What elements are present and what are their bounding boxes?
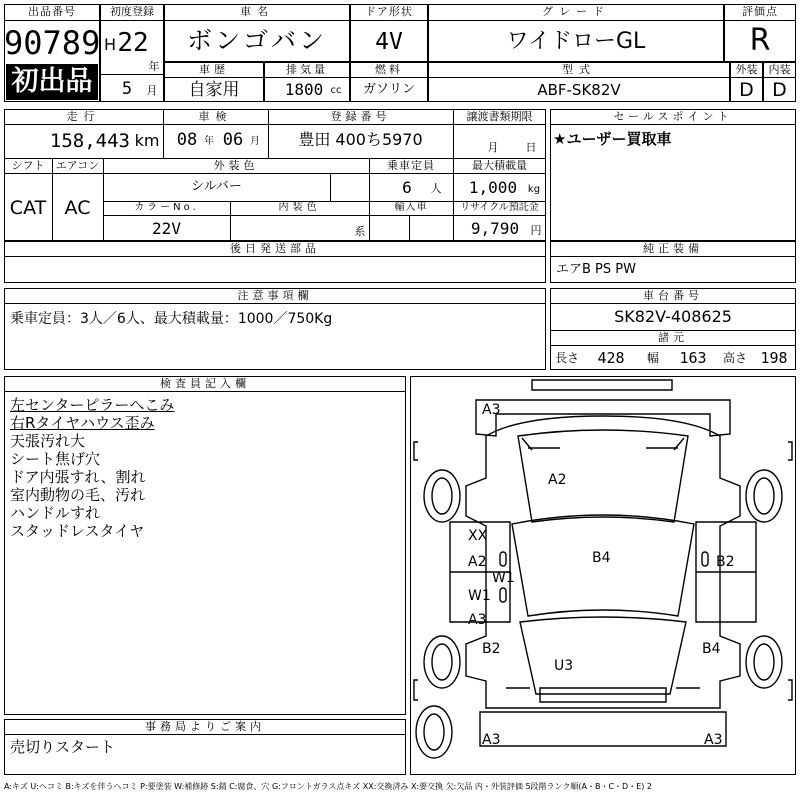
ac-label: エアコン <box>55 159 100 172</box>
color-no-label: カラーNo. <box>134 202 199 213</box>
chassis-label: 車台番号 <box>643 289 703 302</box>
rear-bumper-outline <box>532 380 672 390</box>
max-load: 1,000 <box>468 178 518 197</box>
capacity-label: 乗車定員 <box>387 159 435 172</box>
first-reg-month: 5 <box>121 79 133 99</box>
mileage: 158,443 <box>49 130 130 152</box>
mark-right-door: B2 <box>716 554 735 570</box>
recycle-unit: 円 <box>530 224 542 237</box>
inspector-note: ドア内張すれ、割れ <box>10 468 146 486</box>
inspector-note: 室内動物の毛、汚れ <box>10 486 146 504</box>
width: 163 <box>679 349 707 367</box>
history-label: 車歴 <box>199 63 229 76</box>
transfer-month-unit: 月 <box>487 141 499 154</box>
displacement-label: 排気量 <box>286 63 328 76</box>
plate-label: 登録番号 <box>330 110 391 123</box>
max-load-unit: kg <box>527 184 541 195</box>
length: 428 <box>597 349 625 367</box>
office-label: 事務局よりご案内 <box>145 720 265 733</box>
transfer-label: 譲渡書類期限 <box>466 110 533 123</box>
office-text: 売切りスタート <box>10 738 116 756</box>
listing-number-label: 出品番号 <box>28 5 76 18</box>
inspector-note: スタッドレスタイヤ <box>10 522 145 540</box>
hood-outline <box>520 617 686 694</box>
capacity-unit: 人 <box>430 182 442 195</box>
exterior-label: 外装 <box>735 63 758 76</box>
exterior-rating: D <box>739 79 754 101</box>
inspection-month-unit: 月 <box>250 136 260 147</box>
model-label: 型式 <box>562 63 596 76</box>
mark-roof: A2 <box>548 472 567 488</box>
mark-right-wheel: B4 <box>702 641 721 657</box>
mark-center: B4 <box>592 550 611 566</box>
fuel: ガソリン <box>362 82 415 97</box>
car-name: ボンゴバン <box>186 26 327 55</box>
mark-left-door: A2 <box>468 554 487 570</box>
shift-label: シフト <box>11 159 45 172</box>
rating: R <box>749 23 771 58</box>
inspector-notes <box>10 396 400 540</box>
vehicle-damage-diagram <box>410 376 796 775</box>
later-parts-label: 後日発送部品 <box>230 242 320 255</box>
equipment-text: エアB PS PW <box>556 262 636 277</box>
mark-left-low: A3 <box>468 612 487 628</box>
interior-color-label: 内装色 <box>278 202 321 213</box>
mileage-label: 走行 <box>66 110 101 123</box>
inspector-note: 右Rタイヤハウス歪み <box>10 414 155 432</box>
exterior-color: シルバー <box>191 179 242 194</box>
inspector-label: 検査員記入欄 <box>160 377 250 390</box>
plate: 豊田 400ち5970 <box>298 130 423 149</box>
era: H <box>103 35 117 54</box>
listing-number: 90789 <box>4 24 101 62</box>
mark-left-wheel: B2 <box>482 641 501 657</box>
notes-label: 注意事項欄 <box>237 289 313 302</box>
model: ABF-SK82V <box>537 81 621 99</box>
inspection-label: 車検 <box>198 110 233 123</box>
legend-footer: A:キズ U:ヘコミ B:キズを伴うヘコミ P:要塗装 W:補修跡 S:錆 C:腐食、穴 G:フロントガラス点キズ XX:交換済み X:要交換 欠:欠品 内・外装評価 5段階ランク順(A・B・C・D・E) 2 <box>4 782 653 791</box>
year-unit: 年 <box>148 60 160 73</box>
mark-left-w2: W1 <box>468 588 491 604</box>
front-bumper-outline <box>480 712 726 746</box>
displacement-unit: cc <box>330 85 342 96</box>
displacement: 1800 <box>284 80 324 99</box>
inspection-year: 08 <box>176 130 198 150</box>
ac: AC <box>64 197 91 219</box>
first-reg-label: 初度登録 <box>110 5 154 18</box>
height: 198 <box>760 349 788 367</box>
inspector-note: 天張汚れ大 <box>10 432 86 450</box>
chassis-number: SK82V-408625 <box>614 307 732 326</box>
color-label: 外装色 <box>213 159 259 172</box>
color-no: 22V <box>152 219 181 238</box>
sales-point-text: ★ユーザー買取車 <box>553 130 672 148</box>
mark-front-left: A3 <box>482 732 501 748</box>
interior-label: 内装 <box>768 63 791 76</box>
shift: CAT <box>9 197 47 219</box>
mark-floor: U3 <box>554 658 574 674</box>
width-label: 幅 <box>646 351 659 365</box>
inspector-note: 左センターピラーへこみ <box>10 396 175 414</box>
mark-front-right: A3 <box>704 732 723 748</box>
rating-label: 評価点 <box>742 5 778 18</box>
fuel-label: 燃料 <box>375 63 403 76</box>
sales-point-label: セールスポイント <box>613 110 733 123</box>
dims-label: 諸元 <box>658 331 688 344</box>
mileage-unit: km <box>134 131 160 150</box>
inspector-note: シート焦げ穴 <box>10 450 101 468</box>
inspection-year-unit: 年 <box>204 136 214 147</box>
recycle-fee: 9,790 <box>470 219 520 238</box>
grade: ワイドローGL <box>506 29 646 54</box>
import-label: 輸入車 <box>394 202 428 213</box>
height-label: 高さ <box>722 351 747 365</box>
grade-label: グレード <box>542 5 610 18</box>
equipment-label: 純正装備 <box>643 242 703 255</box>
first-reg-year: 22 <box>117 28 149 58</box>
car-name-label: 車名 <box>240 5 274 18</box>
length-label: 長さ <box>555 351 580 365</box>
history: 自家用 <box>188 80 240 100</box>
mark-left-w: W1 <box>492 570 515 586</box>
mark-xx: XX <box>468 528 488 544</box>
max-load-label: 最大積載量 <box>472 159 527 172</box>
inspector-note: ハンドルすれ <box>10 504 101 522</box>
capacity: 6 <box>402 178 412 197</box>
mark-rear-left: A3 <box>482 402 501 418</box>
interior-color-suffix: 系 <box>354 225 366 238</box>
door-type: 4V <box>375 29 403 55</box>
door-label: ドア形状 <box>365 5 413 18</box>
notes-text: 乗車定員：3人／6人、最大積載量：1000／750Kg <box>10 311 333 327</box>
interior-rating: D <box>772 79 787 101</box>
first-listing-badge: 初出品 <box>6 64 98 100</box>
recycle-label: リサイクル預託金 <box>460 202 539 213</box>
roof-outline <box>518 430 688 522</box>
inspection-month: 06 <box>222 130 244 150</box>
month-unit: 月 <box>146 84 158 97</box>
transfer-day-unit: 日 <box>525 141 537 154</box>
